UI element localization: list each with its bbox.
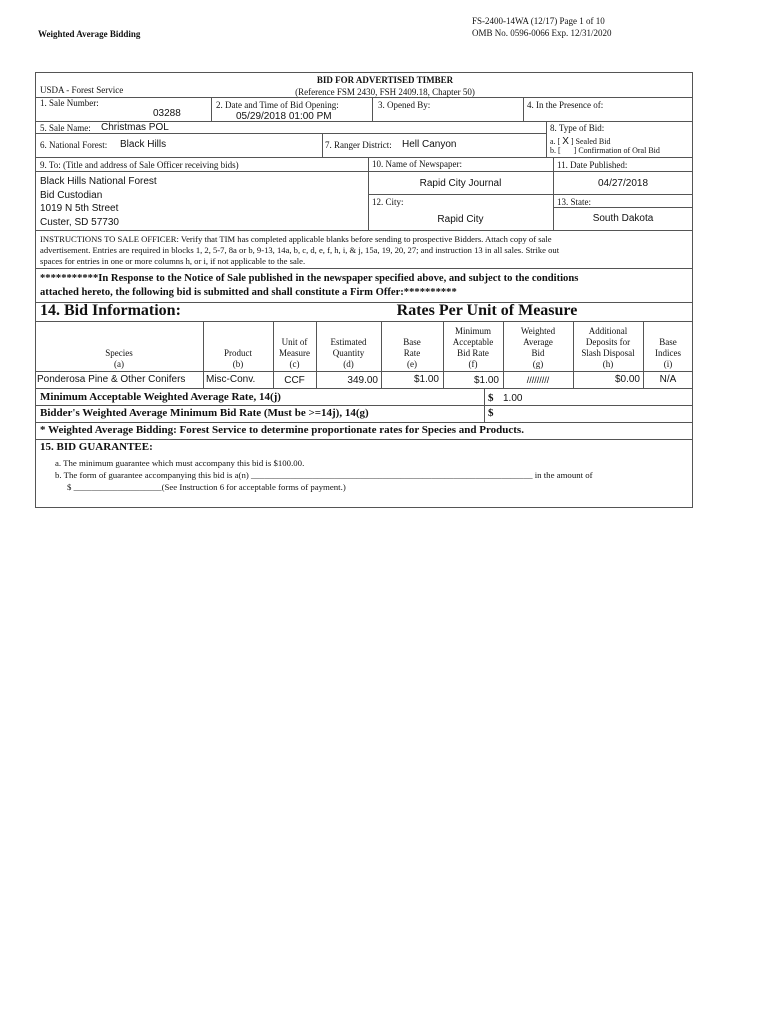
divider	[35, 171, 368, 172]
form-number-line: FS-2400-14WA (12/17) Page 1 of 10	[472, 16, 605, 26]
divider	[35, 157, 693, 158]
divider	[35, 97, 693, 98]
address-line: 1019 N 5th Street	[40, 203, 119, 214]
column-header	[35, 322, 203, 370]
presence-label: 4. In the Presence of:	[527, 100, 604, 110]
bid-guarantee-text	[55, 457, 593, 493]
min-weighted-rate-label: Minimum Acceptable Weighted Average Rate, 14(j)	[40, 391, 281, 403]
bid-guarantee-title: 15. BID GUARANTEE:	[40, 441, 153, 453]
column-header-name: Additional Deposits for Slash Disposal	[581, 326, 635, 358]
sale-number-value[interactable]: 03288	[153, 108, 181, 119]
firm-offer-line: attached hereto, the following bid is submitted and shall constitute a Firm Offer:**********	[40, 287, 457, 298]
indices-cell[interactable]: N/A	[659, 374, 677, 385]
divider	[368, 171, 693, 172]
instructions	[40, 234, 690, 267]
instructions-line: INSTRUCTIONS TO SALE OFFICER: Verify that TIM has completed applicable blanks before sending to prospective Bidders. Attach copy of sale	[40, 234, 552, 244]
column-header	[443, 322, 503, 370]
divider	[372, 97, 373, 121]
divider	[35, 133, 546, 134]
column-header-letter: (f)	[468, 359, 478, 369]
national-forest-label: 6. National Forest:	[40, 140, 108, 150]
unit-cell[interactable]: CCF	[284, 375, 305, 386]
omb-number-line: OMB No. 0596-0066 Exp. 12/31/2020	[472, 28, 612, 38]
state-value[interactable]: South Dakota	[592, 213, 654, 224]
divider	[35, 230, 693, 231]
column-header-name: Estimated Quantity	[330, 337, 367, 358]
bidder-rate-input[interactable]	[500, 406, 690, 421]
column-header	[273, 322, 316, 370]
address-line: Bid Custodian	[40, 189, 103, 201]
firm-offer-line: ***********In Response to the Notice of Sale published in the newspaper specified above, and subject to the conditions	[40, 273, 579, 284]
column-header-name: Species	[105, 348, 133, 358]
min-weighted-rate-value[interactable]: 1.00	[503, 393, 523, 404]
document-title: Weighted Average Bidding	[38, 29, 141, 39]
column-header-name: Minimum Acceptable Bid Rate	[452, 326, 494, 358]
quantity-cell[interactable]: 349.00	[347, 375, 378, 386]
newspaper-value[interactable]: Rapid City Journal	[419, 178, 502, 189]
type-of-bid-label: 8. Type of Bid:	[550, 123, 605, 133]
column-header-letter: (i)	[663, 359, 673, 369]
date-published-label: 11. Date Published:	[557, 160, 628, 170]
divider	[35, 388, 693, 389]
newspaper-label: 10. Name of Newspaper:	[372, 159, 462, 169]
column-header-letter: (d)	[343, 359, 354, 369]
bid-opening-label: 2. Date and Time of Bid Opening:	[216, 100, 339, 110]
ranger-district-label: 7. Ranger District:	[325, 140, 392, 150]
divider	[211, 97, 212, 121]
divider	[368, 194, 693, 195]
product-cell[interactable]: Misc-Conv.	[206, 374, 256, 385]
column-header-name: Weighted Average Bid	[520, 326, 556, 358]
column-header-name: Product	[224, 348, 252, 358]
deposits-cell[interactable]: $0.00	[614, 374, 640, 385]
base-rate-cell[interactable]: $1.00	[413, 374, 439, 385]
column-header-letter: (a)	[114, 359, 124, 369]
firm-offer-statement	[40, 272, 690, 300]
sealed-bid-check[interactable]: X	[562, 136, 569, 147]
instructions-line: advertisement. Entries are required in blocks 1, 2, 5-7, 8a or b, 9-13, 14a, b, c, d, e, f, h, i, & j, 15a, 19, 20, 27; and instruction 13 in all sales. Strike out	[40, 245, 560, 255]
weighted-average-note: * Weighted Average Bidding: Forest Service to determine proportionate rates for Species and Products.	[40, 424, 524, 436]
city-value[interactable]: Rapid City	[437, 214, 484, 225]
form-reference: (Reference FSM 2430, FSH 2409.18, Chapter 50)	[295, 87, 475, 97]
oral-bid-option[interactable]	[550, 146, 660, 155]
column-header-letter: (c)	[289, 359, 300, 369]
divider	[35, 371, 693, 372]
city-label: 12. City:	[372, 197, 404, 207]
address-line: Custer, SD 57730	[40, 216, 119, 228]
rates-title: Rates Per Unit of Measure	[396, 302, 578, 319]
sale-name-label: 5. Sale Name:	[40, 123, 91, 133]
column-header-letter: (h)	[602, 359, 614, 369]
column-header-letter: (b)	[232, 359, 244, 369]
guarantee-line: a. The minimum guarantee which must accompany this bid is $100.00.	[55, 458, 305, 468]
column-header-letter: (g)	[532, 359, 544, 369]
column-header	[381, 322, 443, 370]
bidder-rate-label: Bidder's Weighted Average Minimum Bid Rate (Must be >=14j), 14(g)	[40, 407, 369, 419]
to-label: 9. To: (Title and address of Sale Officer receiving bids)	[40, 160, 239, 170]
sale-number-label: 1. Sale Number:	[40, 98, 99, 108]
ranger-district-value[interactable]: Hell Canyon	[402, 139, 457, 150]
instructions-line: spaces for entries in one or more columns h, or i, if not applicable to the sale.	[40, 256, 306, 266]
divider	[203, 321, 204, 388]
dollar-sign: $	[488, 392, 494, 404]
divider	[553, 207, 693, 208]
divider	[35, 268, 693, 269]
opened-by-label: 3. Opened By:	[378, 100, 431, 110]
agency-name: USDA - Forest Service	[40, 85, 124, 95]
divider	[546, 121, 547, 157]
species-cell[interactable]: Ponderosa Pine & Other Conifers	[37, 374, 186, 385]
weighted-bid-cell[interactable]: /////////	[526, 375, 550, 385]
oral-bid-label: ] Confirmation of Oral Bid	[573, 146, 660, 155]
column-header	[203, 322, 273, 370]
form-number	[472, 15, 612, 39]
column-header-letter: (e)	[407, 359, 417, 369]
divider	[35, 422, 693, 423]
national-forest-value[interactable]: Black Hills	[120, 139, 167, 150]
dollar-sign: $	[488, 407, 494, 419]
guarantee-line[interactable]: $ ____________________(See Instruction 6 for acceptable forms of payment.)	[67, 482, 346, 492]
guarantee-line[interactable]: b. The form of guarantee accompanying this bid is a(n) ________________________________________________________________ in the amount of	[55, 470, 593, 480]
sale-officer-address[interactable]	[40, 175, 157, 229]
bracket-open: b. [	[550, 146, 561, 155]
column-header	[316, 322, 381, 370]
column-header-name: Base Indices	[655, 337, 681, 358]
column-header	[643, 322, 693, 370]
form-title: BID FOR ADVERTISED TIMBER	[316, 75, 454, 85]
state-label: 13. State:	[557, 197, 591, 207]
bracket-open: a. [	[550, 137, 561, 146]
min-rate-cell[interactable]: $1.00	[473, 375, 499, 386]
date-published-value[interactable]: 04/27/2018	[597, 178, 649, 189]
bid-information-title: 14. Bid Information:	[40, 302, 181, 319]
divider	[322, 133, 323, 157]
divider	[523, 97, 524, 121]
sealed-bid-label: ] Sealed Bid	[570, 137, 611, 146]
divider	[35, 439, 693, 440]
bid-opening-value[interactable]: 05/29/2018 01:00 PM	[236, 111, 332, 122]
column-header-name: Base Rate	[403, 337, 421, 358]
column-header	[503, 322, 573, 370]
address-line: Black Hills National Forest	[40, 176, 157, 187]
column-header-name: Unit of Measure	[279, 337, 310, 358]
sale-name-value[interactable]: Christmas POL	[101, 122, 169, 133]
column-header	[573, 322, 643, 370]
